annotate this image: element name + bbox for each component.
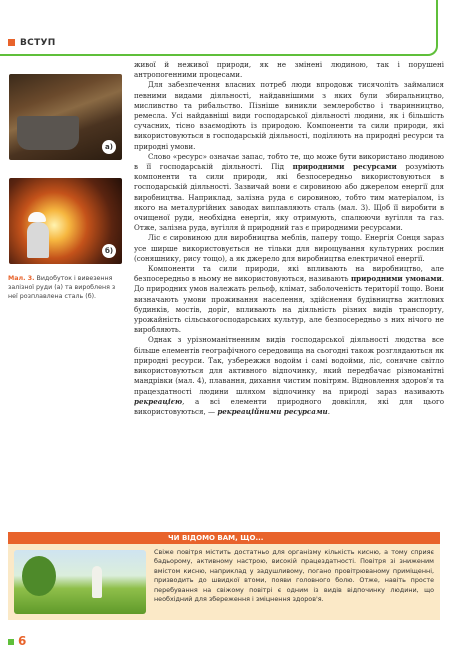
- section-square-icon: [8, 39, 15, 46]
- excavator-bucket-shape: [17, 116, 79, 150]
- term-recreational-resources: рекреаційними ресурсами: [217, 406, 328, 416]
- paragraph-5: [134, 264, 444, 335]
- term-recreation: рекреацією: [134, 396, 183, 406]
- term-natural-resources: природними ресурсами: [292, 162, 397, 172]
- p5-text-c: . До природних умов належать рельєф, клімат, заболоченість території тощо. Вони визначають умови проживання населення, здійснення будівництва житлових будинків, мостів, доріг, впливають на діяльність різних видів транспорту, урожайність сільськогосподарських культур, але безпосередньо з них нічого не виробляють.: [134, 274, 444, 335]
- photo-label-a: а): [102, 140, 116, 154]
- paragraph-6: [134, 335, 444, 417]
- top-bar: [0, 0, 455, 56]
- paragraph-1: живої й неживої природи, як не змінені людиною, так і порушені антропогенними процесами.: [134, 60, 444, 80]
- page-number: [8, 634, 26, 648]
- page-number-text: 6: [18, 634, 27, 648]
- did-you-know-body: [8, 544, 440, 620]
- person-shape: [92, 566, 102, 598]
- photo-nature-relax: [14, 550, 146, 614]
- p6-text-c: , а всі елементи природного довкілля, які для цього використовуються, —: [134, 396, 444, 416]
- paragraph-3: [134, 152, 444, 234]
- tree-shape: [22, 556, 56, 596]
- worker-shape: [27, 222, 49, 258]
- p3-text-c: розуміють компоненти та сили природи, які безпосередньо використовуються в господарській діяльності. Зазвичай вони є сировиною або джерелом енергії для виробництва. Наприклад, залізна руда є сировиною, тобто тим матеріалом, із якого на металургійних заводах виплавляють сталь (мал. 3). Щоб її виробити в очищеної руди, необхідна енергія, яку отримують, спалюючи вугілля та газ. Отже, залізна руда, вугілля й природний газ є природними ресурсами.: [134, 162, 444, 233]
- helmet-shape: [28, 212, 46, 222]
- caption-label: Мал. 3.: [8, 275, 35, 282]
- p6-text-a: Однак з урізноманітненням видів господарської діяльності людства все більше елементів географічного середовища на сьогодні також розглядаються як природні ресурси. Так, узбережжя водойм і самі водойми, ліс, сонячне світло використовуються для активного відпочинку, який передбачає різноманітні мандрівки (мал. 4), плавання, дихання чистим повітрям. Відновлення здоров'я та працездатності людини шляхом відпочинку на природі зараз називають: [134, 335, 444, 396]
- photo-molten-steel: [9, 178, 122, 264]
- photo-ore-mining: [9, 74, 122, 160]
- paragraph-4: Ліс є сировиною для виробництва меблів, паперу тощо. Енергія Сонця зараз усе ширше використовується не тільки для вирощування культурних рослин (соняшнику, рису тощо), а як джерело для виробництва електричної енергії.: [134, 233, 444, 263]
- section-label: [8, 38, 56, 48]
- p3-text-a: Слово «ресурс» означає запас, тобто те, що може бути використано людиною в її господарській діяльності. Під: [134, 151, 444, 172]
- section-title: ВСТУП: [20, 38, 56, 48]
- page-square-icon: [8, 639, 14, 645]
- photo-label-b: б): [102, 244, 116, 258]
- figure-caption: [8, 274, 122, 301]
- header-frame: [0, 0, 438, 56]
- did-you-know-title: ЧИ ВІДОМО ВАМ, ЩО...: [8, 532, 440, 544]
- did-you-know-box: [0, 532, 455, 622]
- main-text: [134, 60, 444, 417]
- p5-text-a: Компоненти та сили природи, які впливають на виробництво, але безпосередньо в ньому не використовуються, називають: [134, 264, 444, 284]
- did-you-know-text: Свіже повітря містить достатньо для організму кількість кисню, а тому сприяє бадьорому, активному настрою, високій працездатності. Повітря зі зниженим вмістом кисню, наприклад у задушливому, погано провітрюваному приміщенні, призводить до швидкої втоми, появи головного болю. Отже, навіть просте перебування на свіжому повітрі є одним із видів відпочинку людини, що необхідний для збереження і зміцнення здоров'я.: [154, 548, 434, 604]
- p6-text-e: .: [327, 406, 330, 416]
- term-natural-conditions: природними умовами: [350, 274, 442, 284]
- paragraph-2: Для забезпечення власних потреб люди впродовж тисячоліть займалися певними видами діяльності, найдавнішими з яких були збиральництво, мисливство та рибальство. Пізніше виникли землеробство і тваринництво, ремесла. Усі найдавніші види господарської діяльності людини, як і більшість сучасних, тісно взаємодіють із природою. Компоненти та сили природи, які використовуються в господарській діяльності, поділяють на природні ресурси та природні умови.: [134, 80, 444, 151]
- caption-text: Видобуток і вивезення залізної руди (а) та виробленя з неї розплавлена сталь (б).: [8, 275, 116, 300]
